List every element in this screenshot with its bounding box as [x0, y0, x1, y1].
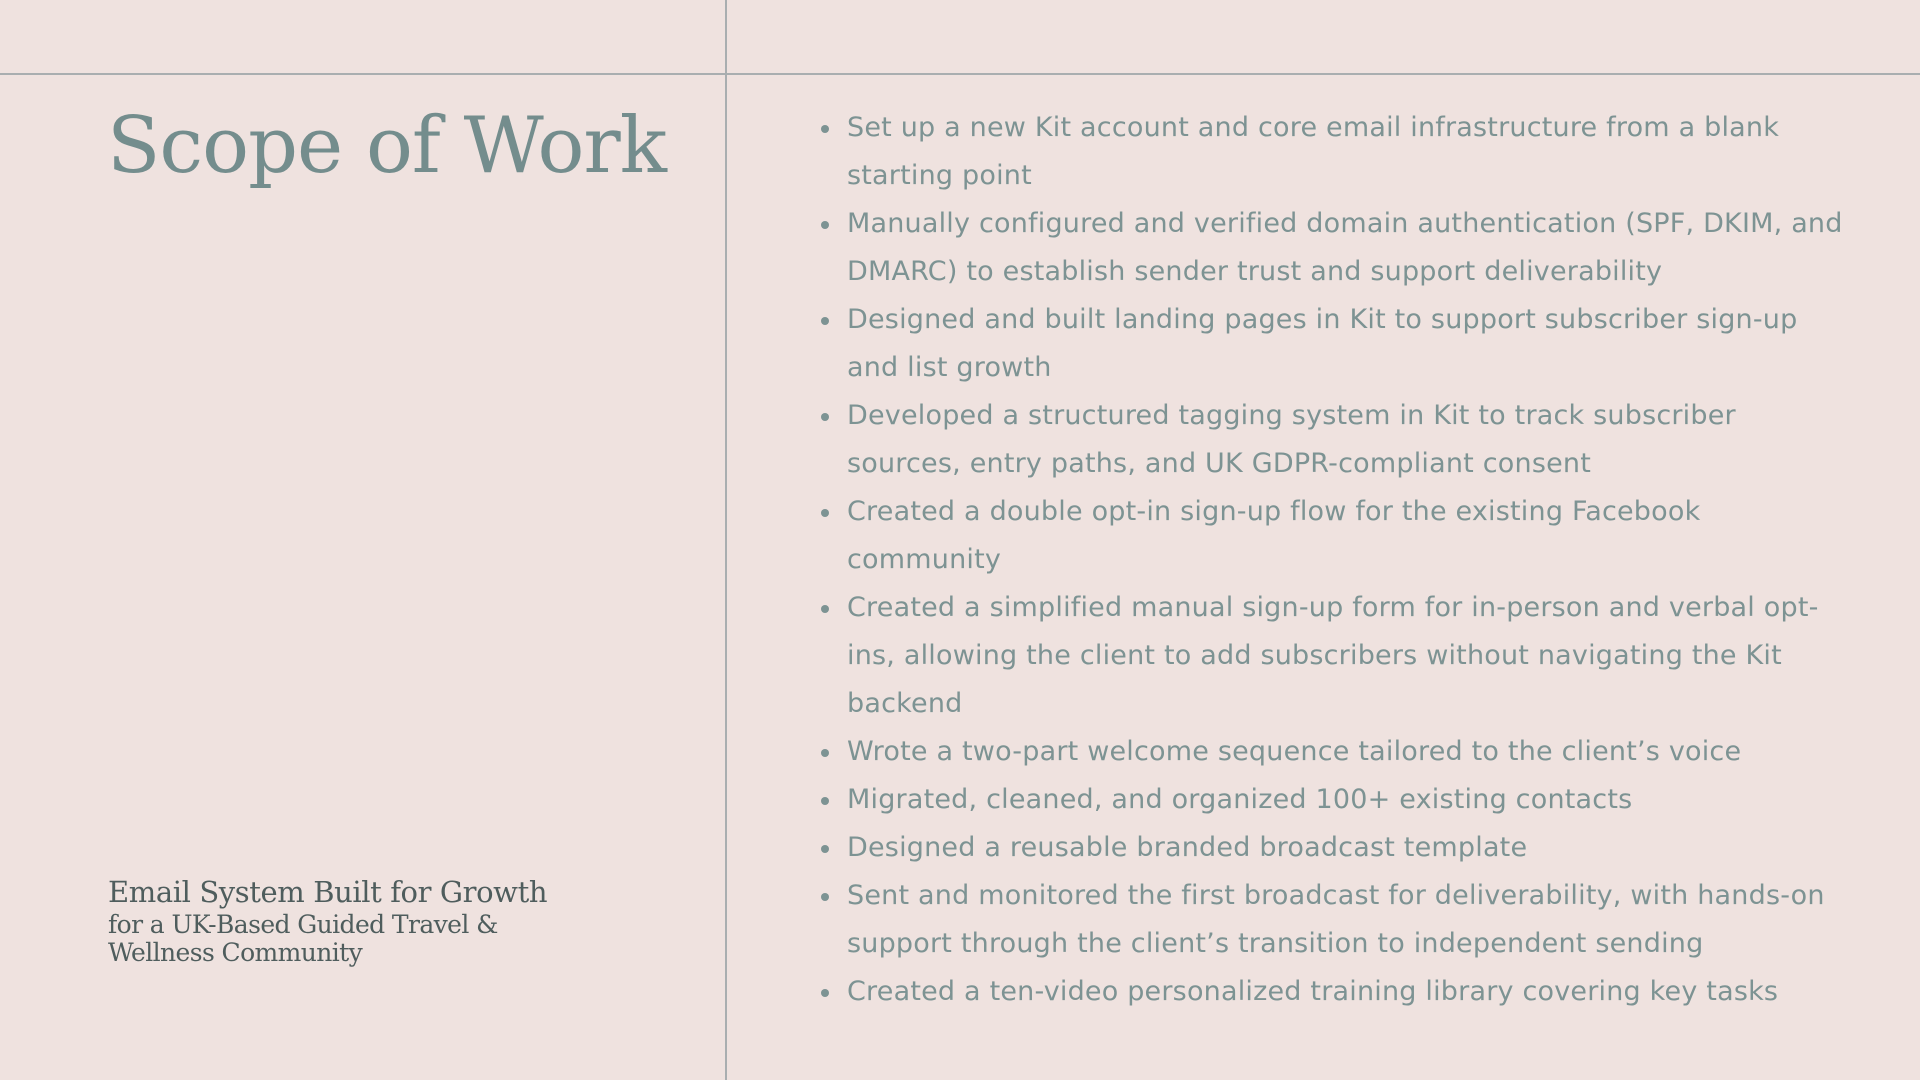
subtitle-line-1: Email System Built for Growth — [108, 875, 548, 909]
scope-list — [811, 104, 1857, 1016]
project-subtitle — [108, 873, 688, 967]
scope-item: Created a simplified manual sign-up form for in-person and verbal opt-ins, allowing the client to add subscribers without navigating the Kit backend — [847, 584, 1857, 728]
vertical-divider — [725, 0, 727, 1080]
scope-item: Wrote a two-part welcome sequence tailored to the client’s voice — [847, 728, 1857, 776]
scope-item: Designed a reusable branded broadcast template — [847, 824, 1857, 872]
scope-item: Developed a structured tagging system in Kit to track subscriber sources, entry paths, and UK GDPR-compliant consent — [847, 392, 1857, 488]
subtitle-line-2: for a UK-Based Guided Travel & Wellness Community — [108, 910, 498, 967]
scope-item: Created a ten-video personalized training library covering key tasks — [847, 968, 1857, 1016]
scope-item: Designed and built landing pages in Kit to support subscriber sign-up and list growth — [847, 296, 1857, 392]
scope-item: Migrated, cleaned, and organized 100+ existing contacts — [847, 776, 1857, 824]
scope-item: Set up a new Kit account and core email infrastructure from a blank starting point — [847, 104, 1857, 200]
page-title: Scope of Work — [107, 101, 666, 191]
scope-item: Created a double opt-in sign-up flow for the existing Facebook community — [847, 488, 1857, 584]
scope-item: Manually configured and verified domain authentication (SPF, DKIM, and DMARC) to establish sender trust and support deliverability — [847, 200, 1857, 296]
scope-item: Sent and monitored the first broadcast for deliverability, with hands-on support through the client’s transition to independent sending — [847, 872, 1857, 968]
horizontal-divider — [0, 73, 1920, 75]
